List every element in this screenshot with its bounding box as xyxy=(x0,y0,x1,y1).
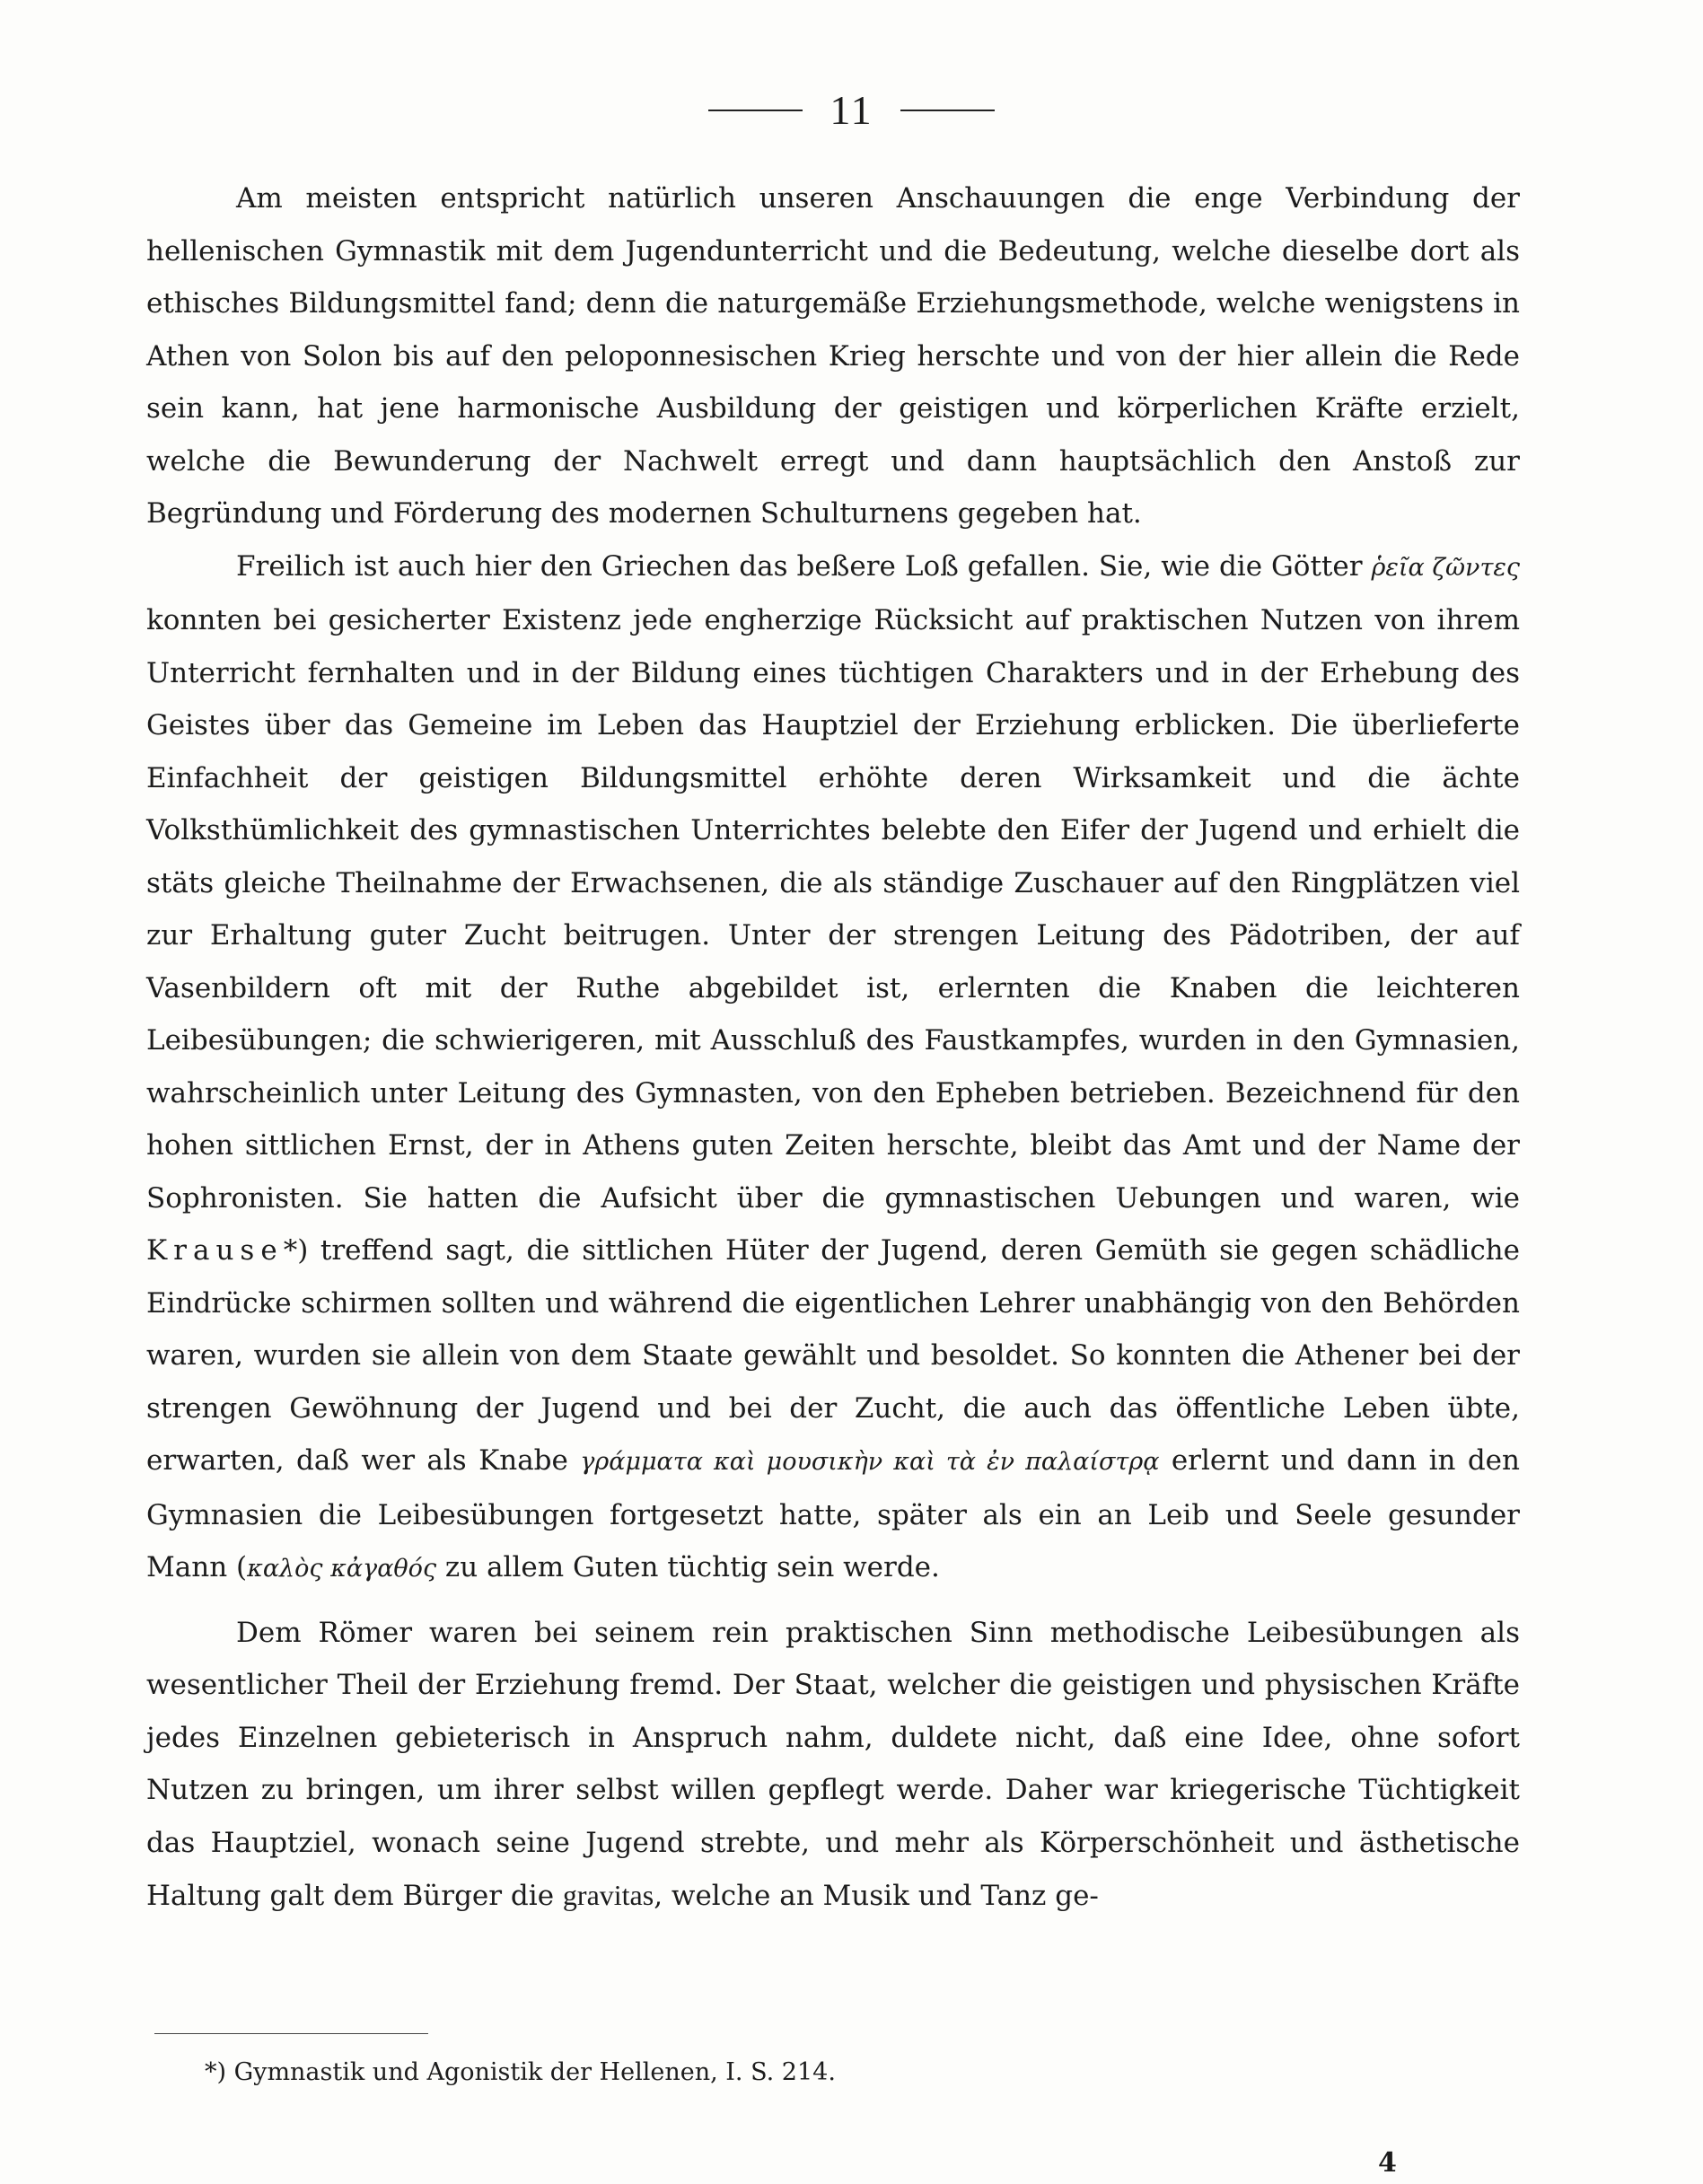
author-name-spaced: Krause xyxy=(146,1234,284,1267)
body-text xyxy=(146,172,1520,1923)
paragraph-2 xyxy=(146,540,1520,1596)
footnote: *) Gymnastik und Agonistik der Hellenen, I. S. 214. xyxy=(205,2058,836,2086)
greek-phrase: γράμματα καὶ μουσικὴν καὶ τὰ ἐν παλαίστρᾳ xyxy=(580,1448,1160,1476)
paragraph-text: Am meisten entspricht natürlich unseren Anschauungen die enge Verbindung der hellenischen Gymnastik mit dem Jugendunterricht und die Bedeutung, welche dieselbe dort als ethisches Bildungsmittel fand; denn die naturgemäße Erziehungsmethode, welche wenigstens in Athen von Solon bis auf den peloponnesischen Krieg herschte und von der hier allein die Rede sein kann, hat jene harmonische Ausbildung der geistigen und körperlichen Kräfte erzielt, welche die Bewunderung der Nachwelt erregt und dann hauptsächlich den Anstoß zur Begründung und Förderung des modernen Schulturnens gegeben hat. xyxy=(146,182,1520,530)
page-number: 11 xyxy=(830,87,873,133)
greek-phrase: ῥεῖα ζῶντες xyxy=(1371,553,1521,582)
paragraph-text: , welche an Musik und Tanz ge- xyxy=(654,1880,1099,1912)
signature-mark: 4 xyxy=(1378,2147,1397,2179)
paragraph-text: konnten bei gesicherter Existenz jede engherzige Rücksicht auf praktischen Nutzen von ihrem Unterricht fernhalten und in der Bildung eines tüchtigen Charakters und in der Erhebung des Geistes über das Gemeine im Leben das Hauptziel der Erziehung erblicken. Die überlieferte Einfachheit der geistigen Bildungsmittel erhöhte deren Wirksamkeit und die ächte Volksthümlichkeit des gymnastischen Unterrichtes belebte den Eifer der Jugend und erhielt die stäts gleiche Theilnahme der Erwachsenen, die als ständige Zuschauer auf den Ringplätzen viel zur Erhaltung guter Zucht beitrugen. Unter der strengen Leitung des Pädotriben, der auf Vasenbildern oft mit der Ruthe abgebildet ist, erlernten die Knaben die leichteren Leibesübungen; die schwierigeren, mit Ausschluß des Faustkampfes, wurden in den Gymnasien, wahrscheinlich unter Leitung des Gymnasten, von den Epheben betrieben. Bezeichnend für den hohen sittlichen Ernst, der in Athens guten Zeiten herschte, bleibt das Amt und der Name der Sophronisten. Sie hatten die Aufsicht über die gymnastischen Uebungen und waren, wie xyxy=(146,604,1520,1215)
paragraph-text: erlernt und dann in den Gymnasien die Leibesübungen fortgesetzt hatte, später als ein an Leib und Seele gesunder Mann ( xyxy=(146,1444,1520,1583)
page-header xyxy=(0,88,1703,133)
paragraph-text: *) treffend sagt, die sittlichen Hüter der Jugend, deren Gemüth sie gegen schädliche Eindrücke schirmen sollten und während die eigentlichen Lehrer unabhängig von den Behörden waren, wurden sie allein von dem Staate gewählt und besoldet. So konnten die Athener bei der strengen Gewöhnung der Jugend und bei der Zucht, die auch das öffentliche Leben übte, erwarten, daß wer als Knabe xyxy=(146,1234,1520,1477)
latin-word: gravitas xyxy=(562,1879,654,1911)
header-rule-right xyxy=(900,110,995,111)
paragraph-text: Freilich ist auch hier den Griechen das beßere Loß gefallen. Sie, wie die Götter xyxy=(236,549,1372,583)
greek-phrase: καλὸς κἀγαθός xyxy=(247,1555,437,1583)
paragraph-1 xyxy=(146,172,1520,540)
paragraph-text: zu allem Guten tüchtig sein werde. xyxy=(436,1551,940,1583)
paragraph-text: Dem Römer waren bei seinem rein praktischen Sinn methodische Leibesübungen als wesentlicher Theil der Erziehung fremd. Der Staat, welcher die geistigen und physischen Kräfte jedes Einzelnen gebieterisch in Anspruch nahm, duldete nicht, daß eine Idee, ohne sofort Nutzen zu bringen, um ihrer selbst willen gepflegt werde. Daher war kriegerische Tüchtigkeit das Hauptziel, wonach seine Jugend strebte, und mehr als Körperschönheit und ästhetische Haltung galt dem Bürger die xyxy=(146,1616,1520,1912)
footnote-separator xyxy=(154,2033,428,2034)
paragraph-3 xyxy=(146,1607,1520,1923)
header-rule-left xyxy=(708,110,803,111)
